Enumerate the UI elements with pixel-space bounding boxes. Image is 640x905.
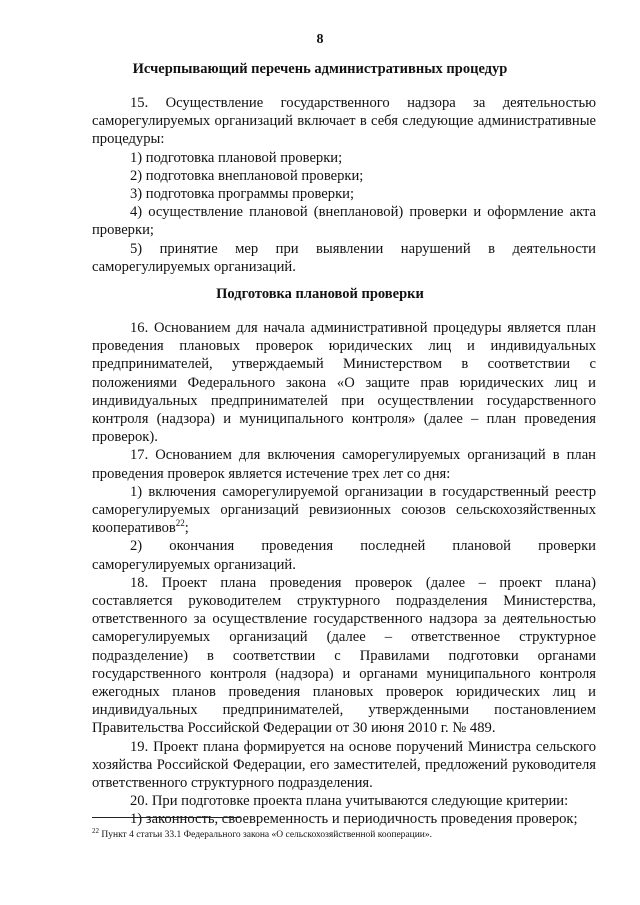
paragraph-17-item-2: 2) окончания проведения последней плановой проверки саморегулируемых организаций. xyxy=(92,538,596,573)
footnote-marker: 22 xyxy=(92,826,99,835)
subsection-title: Подготовка плановой проверки xyxy=(216,286,424,302)
list-item-4: 4) осуществление плановой (внеплановой) проверки и оформление акта проверки; xyxy=(92,204,596,239)
paragraph-20-item-1: 1) законность, своевременность и периодичность проведения проверок; xyxy=(130,811,578,828)
footnote-reference[interactable]: 22 xyxy=(175,518,185,529)
paragraph-17: 17. Основанием для включения саморегулируемых организаций в план проведения проверок является истечение трех лет со дня: xyxy=(92,447,596,482)
paragraph-17-item-1-text: 1) включения саморегулируемой организации в государственный реестр саморегулируемых организаций ревизионных союзов сельскохозяйственных кооперативов xyxy=(92,483,596,537)
paragraph-18: 18. Проект плана проведения проверок (далее – проект плана) составляется руководителем структурного подразделения Министерства, ответственного за осуществление государственного надзора за деятельностью саморегулируемых организаций (далее – ответственное структурное подразделение) в соответствии с Правилами подготовки органами государственного контроля (надзора) и органами муниципального контроля ежегодных планов проведения плановых проверок юридических лиц и индивидуальных предпринимателей, утвержденными постановлением Правительства Российской Федерации от 30 июня 2010 г. № 489. xyxy=(92,574,596,737)
list-item-3: 3) подготовка программы проверки; xyxy=(130,186,355,203)
section-body xyxy=(92,94,596,276)
paragraph-15: 15. Осуществление государственного надзора за деятельностью саморегулируемых организаций включает в себя следующие административные процедуры: xyxy=(92,95,596,148)
paragraph-17-item-1-end: ; xyxy=(184,520,189,537)
page-number: 8 xyxy=(316,32,324,47)
footnote-divider xyxy=(92,817,240,818)
section-title: Исчерпывающий перечень административных процедур xyxy=(132,61,508,77)
subsection-body xyxy=(92,319,596,829)
footnote-text: Пункт 4 статьи 33.1 Федерального закона «О сельскохозяйственной кооперации». xyxy=(99,830,433,840)
list-item-2: 2) подготовка внеплановой проверки; xyxy=(130,167,364,184)
paragraph-16: 16. Основанием для начала административной процедуры является план проведения плановых проверок юридических лиц и индивидуальных предпринимателей, утверждаемый Министерством в соответствии с положениями Федерального закона «О защите прав юридических лиц и индивидуальных предпринимателей при осуществлении государственного контроля (надзора) и муниципального контроля» (далее – план проведения проверок). xyxy=(92,320,596,446)
paragraph-17-item-1 xyxy=(92,483,596,538)
footnote xyxy=(92,826,596,841)
paragraph-19: 19. Проект плана формируется на основе поручений Министра сельского хозяйства Российской Федерации, его заместителей, предложений руководителя ответственного структурного подразделения. xyxy=(92,738,596,792)
paragraph-20: 20. При подготовке проекта плана учитываются следующие критерии: xyxy=(130,793,569,810)
list-item-1: 1) подготовка плановой проверки; xyxy=(130,149,343,166)
list-item-5: 5) принятие мер при выявлении нарушений в деятельности саморегулируемых организаций. xyxy=(92,240,596,275)
